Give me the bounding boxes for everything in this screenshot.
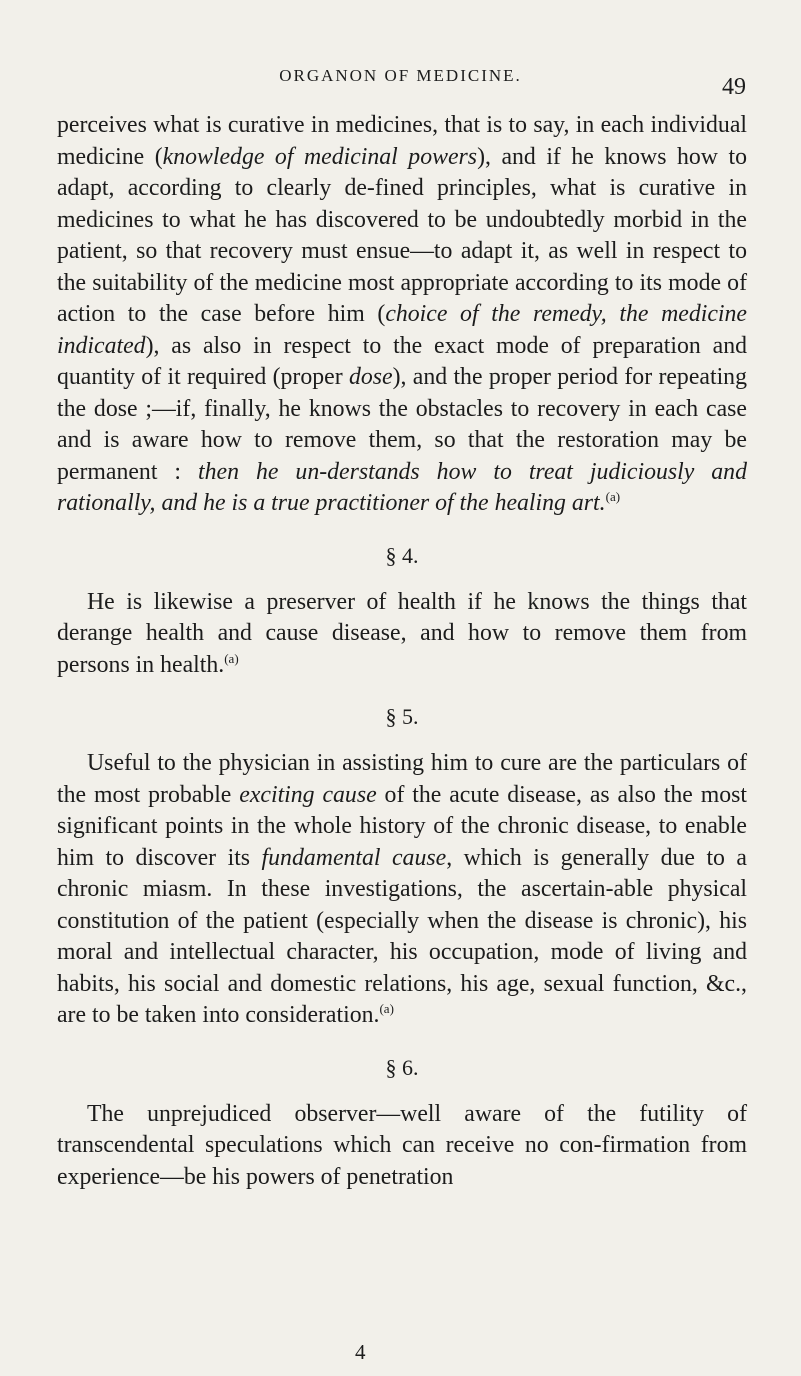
text-run: He is likewise a preserver of health if he knows the things that derange health and cause disease, and how to remove them from persons in health.: [57, 588, 747, 678]
text-run: of the acute disease, as also the most significant points in the whole history of the chronic disease, to enable him to discover its: [57, 781, 747, 871]
italic-run: fundamental cause: [261, 844, 447, 871]
paragraph-section-5: [57, 748, 747, 1032]
footnote-ref: (a): [379, 1001, 394, 1017]
section-heading-4: § 4.: [385, 542, 419, 568]
paragraph-continued: [57, 110, 747, 520]
italic-run: choice of the remedy, the medicine indicated: [57, 301, 747, 359]
paragraph-section-4: [57, 587, 747, 682]
text-run: ), as also in respect to the exact mode of preparation and quantity of it required (proper: [57, 332, 747, 390]
text-run: perceives what is curative in medicines, that is to say, in each individual medicine (: [57, 112, 747, 170]
text-run: ), and if he knows how to adapt, according to clearly de-fined principles, what is curative in medicines to what he has discovered to be undoubtedly morbid in the patient, so that recovery must ensue—to adapt it, as well in respect to the suitability of the medicine most appropriate according to its mode of action to the case before him (: [57, 143, 747, 327]
italic-run: then he un-derstands how to treat judiciously and rationally, and he is a true practitioner of the healing art.: [57, 458, 747, 516]
paragraph-section-6: The unprejudiced observer—well aware of the futility of transcendental speculations which can receive no con-firmation from experience—be his powers of penetration: [57, 1100, 747, 1190]
footnote-ref: (a): [605, 489, 621, 505]
section-heading-5: § 5.: [385, 704, 419, 729]
text-run: ), and the proper period for repeating the dose ;—if, finally, he knows the obstacles to recovery in each case and is aware how to remove them, so that the restoration may be permanent :: [57, 364, 747, 485]
text-run: , which is generally due to a chronic miasm. In these investigations, the ascertain-able physical constitution of the patient (especially when the disease is chronic), his moral and intellectual character, his occupation, mode of living and habits, his social and domestic relations, his age, sexual function, &c., are to be taken into consideration.: [57, 844, 747, 1028]
section-heading-6: § 6.: [385, 1054, 419, 1080]
italic-run: exciting cause: [239, 781, 377, 808]
italic-run: dose: [348, 364, 393, 390]
page-number: 49: [722, 74, 746, 100]
text-run: Useful to the physician in assisting him to cure are the particulars of the most probable: [57, 750, 747, 808]
running-title: ORGANON OF MEDICINE.: [279, 66, 522, 85]
signature-mark: 4: [355, 1340, 366, 1364]
italic-run: knowledge of medicinal powers: [162, 143, 478, 170]
footnote-ref: (a): [224, 650, 239, 666]
body-text: [57, 110, 747, 1193]
